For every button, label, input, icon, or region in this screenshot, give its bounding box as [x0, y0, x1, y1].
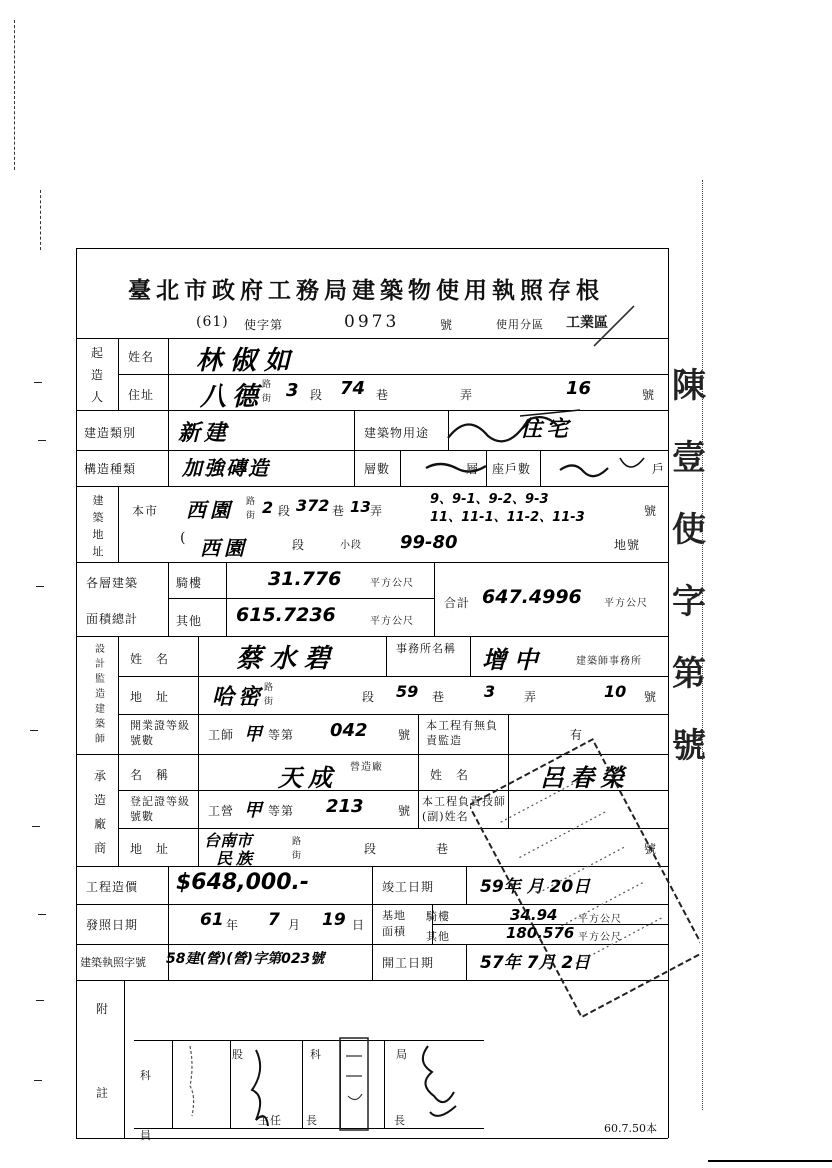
designer-license-grade: 甲: [244, 724, 262, 745]
start-value: 57年 7月 2日: [480, 953, 591, 973]
designer-addr-alley-no: 3: [484, 682, 496, 701]
frame-top: [76, 248, 668, 249]
contractor-person-value: 呂春榮: [540, 764, 630, 792]
contractor-reg-hao: 號: [398, 804, 412, 818]
usage-value: 住宅: [520, 417, 573, 442]
contractor-reg-grade: 甲: [244, 800, 262, 821]
area-total-label: 合計: [444, 596, 471, 610]
designer-office-suffix: 建築師事務所: [576, 656, 642, 667]
designer-addr-no: 10: [604, 682, 627, 701]
applicant-name-value: 林俶如: [196, 346, 299, 376]
sign-ju-zhang: 長: [394, 1114, 406, 1127]
designer-addr-lane-no: 59: [396, 682, 419, 701]
area-total-value: 647.4996: [482, 586, 582, 608]
designer-supervise-label: 本工程有無負責監造: [426, 719, 498, 747]
applicant-name-label: 姓名: [128, 350, 155, 364]
land-paren: (: [180, 530, 186, 546]
designer-supervise-value: 有: [570, 728, 584, 742]
designer-addr-hao: 號: [644, 690, 658, 704]
contractor-street-char: 街: [292, 851, 302, 861]
base-area-label: 基地面積: [382, 909, 406, 938]
usage-label: 建築物用途: [364, 426, 430, 440]
base-arcade-value: 34.94: [510, 906, 558, 924]
designer-license-hao: 號: [398, 728, 412, 742]
land-subsection: 小段: [340, 540, 362, 551]
designer-section-label: 設計監造建築師: [95, 644, 105, 745]
base-arcade-unit: 平方公尺: [578, 914, 622, 925]
sign-ju: 局: [396, 1048, 408, 1061]
sign-ke-yuan: 科員: [140, 1069, 152, 1142]
page-title: 臺北市政府工務局建築物使用執照存根: [128, 277, 604, 304]
applicant-no-value: 16: [566, 378, 592, 399]
frame-left: [76, 248, 77, 1138]
category-value: 新建: [178, 421, 231, 446]
issue-year: 61: [200, 910, 224, 930]
applicant-hao: 號: [642, 388, 656, 402]
applicant-street: 街: [262, 394, 272, 404]
footer-code: 60.7.50本: [604, 1122, 657, 1135]
structure-label: 構造種類: [84, 462, 137, 476]
designer-addr-duan: 段: [362, 690, 376, 704]
designer-license-label: 開業證等級號數: [130, 719, 190, 747]
floors-label: 層數: [364, 462, 391, 476]
units-label: 座戶數: [492, 462, 532, 476]
area-label-1: 各層建築: [86, 576, 139, 590]
site-alley-char: 弄: [370, 504, 384, 518]
land-hao: 地號: [614, 538, 641, 552]
site-lane-no: 372: [296, 496, 330, 515]
zone-value: 工業區: [566, 315, 608, 331]
land-duan: 段: [292, 538, 306, 552]
applicant-road: 路: [262, 380, 272, 390]
contractor-section-label: 承造廠商: [93, 769, 106, 855]
area-arcade-unit: 平方公尺: [370, 578, 414, 589]
complete-value: 59年 月 20日: [480, 877, 591, 897]
applicant-alley: 弄: [460, 388, 474, 402]
land-number: 99-80: [400, 532, 458, 553]
contractor-name-label: 名稱: [130, 768, 183, 782]
sign-zhuren: 主任: [258, 1114, 282, 1127]
issue-nian: 年: [226, 918, 240, 932]
contractor-addr-label: 地址: [130, 842, 183, 856]
contractor-road-char: 路: [292, 837, 302, 847]
sign-ke: 科: [310, 1048, 322, 1061]
site-duan-char: 段: [278, 504, 292, 518]
site-alley-no: 13: [350, 498, 371, 516]
designer-office-label: 事務所名稱: [396, 642, 456, 655]
contractor-addr-value: 民族: [216, 849, 257, 868]
base-arcade-label: 騎樓: [426, 910, 450, 923]
category-label: 建造類別: [84, 426, 137, 440]
designer-addr-road: 路: [264, 683, 274, 693]
issue-label: 發照日期: [86, 918, 139, 932]
complete-label: 竣工日期: [382, 880, 435, 894]
sign-zhang: 長: [306, 1114, 318, 1127]
right-fold-line: [702, 180, 703, 1110]
binding-dash-top: [14, 20, 15, 170]
applicant-lane: 巷: [376, 388, 390, 402]
base-other-value: 180.576: [506, 924, 575, 942]
applicant-addr-city: 八德: [200, 382, 265, 412]
designer-addr-lane: 巷: [432, 690, 446, 704]
stamp-impression: [470, 700, 700, 1070]
signature-scribbles: [180, 1036, 480, 1136]
floors-unit: 層: [466, 462, 480, 476]
header-slash: [424, 296, 664, 366]
area-other-label: 其他: [176, 614, 203, 628]
site-road: 西園: [186, 498, 234, 522]
permit-ref-label: 建築執照字號: [80, 956, 146, 969]
contractor-name-suffix: 營造廠: [350, 762, 383, 773]
area-arcade-value: 31.776: [268, 568, 342, 590]
designer-addr-street: 街: [264, 697, 274, 707]
contractor-reg-label: 登記證等級號數: [130, 795, 190, 823]
cost-value: $648,000.-: [176, 870, 309, 895]
area-label-2: 面積總計: [86, 612, 139, 626]
base-other-label: 其他: [426, 930, 450, 943]
permit-hao: 號: [440, 318, 454, 332]
permit-ref-value: 58建(營)(營)字第023號: [166, 951, 325, 967]
designer-office-value: 增中: [482, 646, 546, 674]
contractor-reg-no: 213: [326, 796, 364, 817]
cost-label: 工程造價: [86, 880, 139, 894]
frame-bottom: [76, 1138, 668, 1139]
designer-addr-alley: 弄: [524, 690, 538, 704]
issue-yue: 月: [288, 918, 302, 932]
structure-value: 加強磚造: [182, 456, 270, 480]
site-duan-no: 2: [262, 498, 274, 517]
year-code: (61): [196, 314, 229, 330]
site-city: 本市: [132, 504, 159, 518]
site-street-char: 街: [246, 511, 256, 521]
site-no-line1: 9、9-1、9-2、9-3: [430, 492, 549, 507]
sign-gu: 股: [232, 1048, 244, 1061]
site-road-char: 路: [246, 497, 256, 507]
designer-name-value: 蔡水碧: [236, 644, 339, 674]
contractor-reg-prefix: 工營: [208, 804, 235, 818]
designer-name-label: 姓名: [130, 652, 183, 666]
notes-label-zhu: 註: [96, 1086, 110, 1100]
issue-month: 7: [268, 910, 280, 930]
designer-license-prefix: 工師: [208, 728, 235, 742]
site-no-line2: 11、11-1、11-2、11-3: [430, 510, 585, 525]
applicant-duan: 段: [310, 388, 324, 402]
designer-addr-value: 哈密: [212, 685, 265, 710]
contractor-duan-char: 段: [364, 842, 378, 856]
designer-license-no: 042: [330, 720, 368, 741]
area-total-unit: 平方公尺: [604, 598, 648, 609]
side-stamp: 陳壹使字第號: [672, 366, 706, 766]
area-other-unit: 平方公尺: [370, 616, 414, 627]
designer-addr-label: 地址: [130, 690, 183, 704]
designer-license-word: 等第: [268, 728, 295, 742]
permit-number: 0973: [344, 312, 400, 332]
site-label: 建築地址: [92, 494, 104, 558]
units-unit: 戶: [652, 462, 666, 476]
applicant-lane-no: 74: [340, 378, 366, 399]
contractor-tech-label: 本工程負責技師(副)姓名: [422, 795, 506, 823]
notes-label-fu: 附: [96, 1002, 110, 1016]
binding-dash-mid: [40, 190, 41, 250]
contractor-reg-word: 等第: [268, 804, 295, 818]
permit-type: 使字第: [244, 318, 284, 332]
base-other-unit: 平方公尺: [578, 932, 622, 943]
area-other-value: 615.7236: [236, 604, 336, 626]
zone-label: 使用分區: [496, 318, 544, 331]
floors-scribble: [420, 448, 670, 488]
site-lane-char: 巷: [332, 504, 346, 518]
area-arcade-label: 騎樓: [176, 576, 203, 590]
start-label: 開工日期: [382, 956, 435, 970]
contractor-person-label: 姓名: [430, 768, 483, 782]
contractor-addr-city: 台南市: [204, 831, 253, 850]
issue-ri: 日: [352, 918, 366, 932]
applicant-addr-label: 住址: [128, 388, 155, 402]
contractor-lane-char: 巷: [436, 842, 450, 856]
applicant-section-label: 起造人: [90, 346, 103, 404]
land-section: 西園: [200, 536, 248, 560]
contractor-name-value: 天成: [278, 764, 338, 792]
site-hao-char: 號: [644, 504, 658, 518]
applicant-duan-no: 3: [286, 380, 299, 401]
contractor-addr-hao: 號: [644, 842, 658, 856]
issue-day: 19: [322, 910, 346, 930]
